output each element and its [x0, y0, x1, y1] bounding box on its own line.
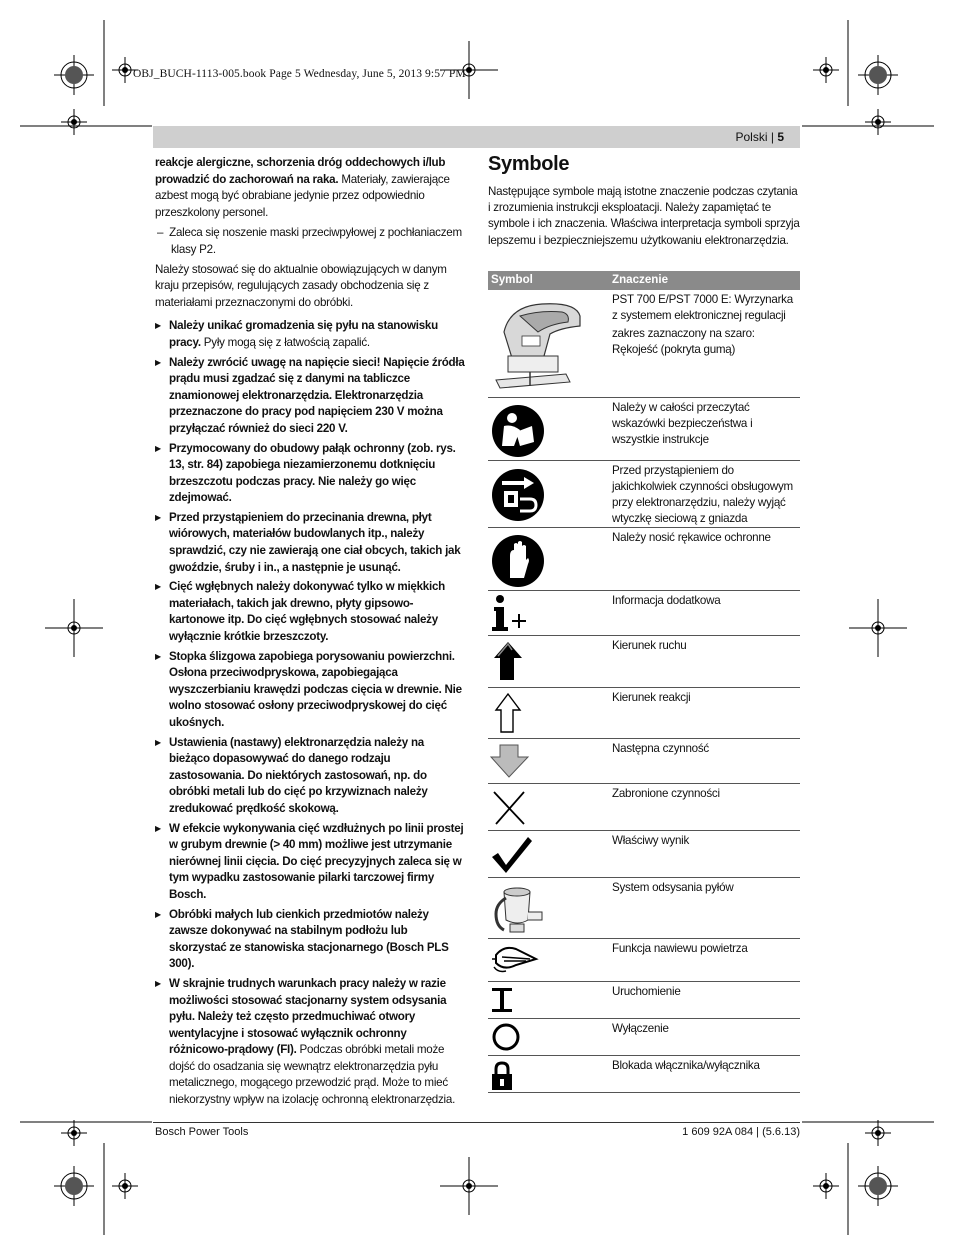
bullet-item: [155, 441, 465, 507]
bullet-item: [155, 821, 465, 904]
section-title: Symbole: [488, 153, 570, 175]
bullet-item: [155, 318, 465, 351]
meaning-text: Kierunek reakcji: [612, 691, 691, 704]
table-row: [488, 878, 800, 939]
bullet-item: [155, 735, 465, 818]
meaning-line: PST 700 E/PST 7000 E: Wyrzynarka z systemem elektronicznej regulacji: [612, 293, 793, 322]
lock-icon: [490, 1060, 514, 1097]
cross-icon: [490, 788, 530, 833]
unplug-icon: [490, 465, 546, 528]
table-row: [488, 1056, 800, 1093]
table-row: [488, 784, 800, 831]
info-plus-icon: [490, 595, 530, 638]
footer-rule: [153, 1122, 800, 1123]
table-row: [488, 591, 800, 636]
arrow-down-icon: [490, 743, 530, 784]
print-info-line: OBJ_BUCH-1113-005.book Page 5 Wednesday, June 5, 2013 9:57 PM: [133, 68, 466, 80]
symbols-table: [488, 271, 800, 1093]
meaning-text: Przed przystąpieniem do jakichkolwiek czynności obsługowym przy elektronarzędziu, należy wyjąć wtyczkę sieciową z gniazda: [612, 464, 793, 525]
header-page-label: [735, 130, 784, 144]
bullet-item: [155, 510, 465, 576]
meaning-text: Zabronione czynności: [612, 787, 720, 800]
meaning-text: [612, 292, 800, 358]
footer-doc-number: 1 609 92A 084 | (5.6.13): [682, 1126, 800, 1138]
symbols-intro: Następujące symbole mają istotne znaczenie podczas czytania i zrozumienia instrukcji eksploatacji. Należy zapamiętać te symbole i ich znaczenia. Właściwa interpretacja symboli sprzyja lepszemu i bezpieczniejszemu użytkowaniu elektronarzędzia.: [488, 185, 800, 247]
header-language: Polski: [735, 130, 768, 144]
bullet-bold: W skrajnie trudnych warunkach pracy należy w razie możliwości stosować stacjonarny system odsysania pyłu. Należy też często przedmuchiwać otwory wentylacyjne i stosować wyłącznik ochronny różnicowo-prądowy (FI).: [169, 976, 447, 1057]
meaning-text: Wyłączenie: [612, 1022, 669, 1035]
arrow-up-outline-icon: [490, 692, 526, 741]
table-row: [488, 982, 800, 1019]
read-manual-icon: [490, 402, 546, 463]
col-header-meaning: Znaczenie: [612, 273, 669, 286]
footer-brand: Bosch Power Tools: [155, 1126, 249, 1138]
table-header: [488, 271, 800, 290]
intro-bold-text: reakcje alergiczne, schorzenia dróg oddechowych i/lub prowadzić do zachorowań na raka.: [155, 156, 446, 186]
power-off-icon: [490, 1023, 524, 1058]
meaning-text: Następna czynność: [612, 742, 709, 755]
table-row: [488, 739, 800, 784]
jigsaw-image: [490, 294, 590, 395]
table-row: [488, 831, 800, 878]
meaning-text: System odsysania pyłów: [612, 881, 734, 894]
bullet-bold: Ustawienia (nastawy) elektronarzędzia należy na bieżąco dopasowywać do danego rodzaju zastosowania. Do niektórych zastosowań, np. do obróbki metali lub do cięć po krzywiznach należy zredukować prędkość skokową.: [169, 735, 428, 815]
bullet-normal: Pyły mogą się z łatwością zapalić.: [200, 335, 370, 349]
gloves-icon: [490, 532, 546, 593]
meaning-text: Informacja dodatkowa: [612, 594, 721, 607]
bullet-item: [155, 649, 465, 732]
table-row: [488, 939, 800, 982]
table-row: [488, 1019, 800, 1056]
left-column: [155, 155, 465, 1109]
bullet-item: [155, 579, 465, 645]
bullet-bold: Przymocowany do obudowy pałąk ochronny (zob. rys. 13, str. 84) zapobiega niezamierzonemu dotknięciu brzeszczotu podczas pracy. Nie należy go więc zdejmować.: [169, 441, 456, 505]
meaning-text: Blokada włącznika/wyłącznika: [612, 1059, 760, 1072]
meaning-line: zakres zaznaczony na szaro: Rękojeść (pokryta gumą): [612, 327, 755, 356]
table-row: [488, 461, 800, 528]
intro-normal-text: Materiały, zawierające azbest mogą być obrabiane jedynie przez odpowiednio przeszkolony personel.: [155, 172, 450, 219]
bullet-item: [155, 976, 465, 1109]
page-number: 5: [777, 130, 784, 144]
bullet-bold: Stopka ślizgowa zapobiega porysowaniu powierzchni. Osłona przeciwodpryskowa, zapobiegająca wyszczerbianiu krawędzi podczas cięcia w drewnie. Nie wolno stosować osłony przeciwodpryskowej do cięć ukośnych.: [169, 649, 462, 729]
dash-item-text: Zaleca się noszenie maski przeciwpyłowej z pochłaniaczem klasy P2.: [169, 226, 462, 256]
bullet-item: [155, 355, 465, 438]
arrow-up-filled-icon: [490, 640, 526, 689]
dust-extraction-icon: [490, 882, 546, 941]
table-row: [488, 528, 800, 591]
col-header-symbol: Symbol: [491, 273, 533, 286]
table-row: [488, 688, 800, 739]
bullet-bold: Należy unikać gromadzenia się pyłu na stanowisku pracy.: [169, 319, 438, 349]
bullet-item: [155, 907, 465, 973]
bullet-bold: Należy zwrócić uwagę na napięcie sieci! Napięcie źródła prądu musi zgadzać się z danymi na tabliczce znamionowej elektronarzędzia. Elektronarzędzia przeznaczone do pracy pod napięciem 230 V można przyłączać również do sieci 220 V.: [169, 355, 465, 435]
bullet-bold: Obróbki małych lub cienkich przedmiotów należy zawsze dokonywać na stabilnym podłożu lub skorzystać ze stanowiska stacjonarnego (Bosch PLS 300).: [169, 907, 449, 971]
meaning-text: Kierunek ruchu: [612, 639, 687, 652]
meaning-text: Funkcja nawiewu powietrza: [612, 942, 748, 955]
bullet-bold: Cięć wgłębnych należy dokonywać tylko w miękkich materiałach, takich jak drewno, płyty gipsowo-kartonowe itp. Do cięć wgłębnych stosować należy wyłącznie krótkie brzeszczoty.: [169, 580, 446, 644]
bullet-normal: Podczas obróbki metali może dojść do osadzania się wewnątrz elektronarzędzia pyłu metalicznego, mogącego przewodzić prąd. Może to mieć niekorzystny wpływ na izolację ochronną elektronarzędzia.: [169, 1043, 456, 1107]
page-header: [153, 126, 800, 148]
table-row: [488, 636, 800, 688]
meaning-text: Należy w całości przeczytać wskazówki bezpieczeństwa i wszystkie instrukcje: [612, 401, 753, 446]
regulations-paragraph: Należy stosować się do aktualnie obowiązujących w danym kraju przepisów, regulujących zasady obchodzenia się z materiałami przeznaczonymi do obróbki.: [155, 262, 447, 309]
air-blow-icon: [490, 943, 540, 982]
bullet-bold: W efekcie wykonywania cięć wzdłużnych po linii prostej w grubym drewnie (> 40 mm) możliwe jest utrzymanie nierównej linii cięcia. Do cięć precyzyjnych zaleca się w tym wypadku zastosowanie pilarki tarczowej firmy Bosch.: [169, 821, 464, 901]
intro-paragraph: [155, 155, 465, 221]
header-separator: |: [770, 130, 774, 144]
dash-item: – Zaleca się noszenie maski przeciwpyłowej z pochłaniaczem klasy P2.: [157, 226, 462, 256]
table-row: [488, 290, 800, 398]
checkmark-icon: [490, 835, 534, 880]
bullet-bold: Przed przystąpieniem do przecinania drewna, płyt wiórowych, materiałów budowlanych itp., należy sprawdzić, czy nie zawierają one ciał obcych, takich jak gwoździe, śruby i in., a następnie je usunąć.: [169, 510, 461, 574]
table-row: [488, 398, 800, 461]
meaning-text: Uruchomienie: [612, 985, 681, 998]
meaning-text: Należy nosić rękawice ochronne: [612, 531, 771, 544]
power-on-icon: [490, 986, 514, 1019]
meaning-text: Właściwy wynik: [612, 834, 690, 847]
